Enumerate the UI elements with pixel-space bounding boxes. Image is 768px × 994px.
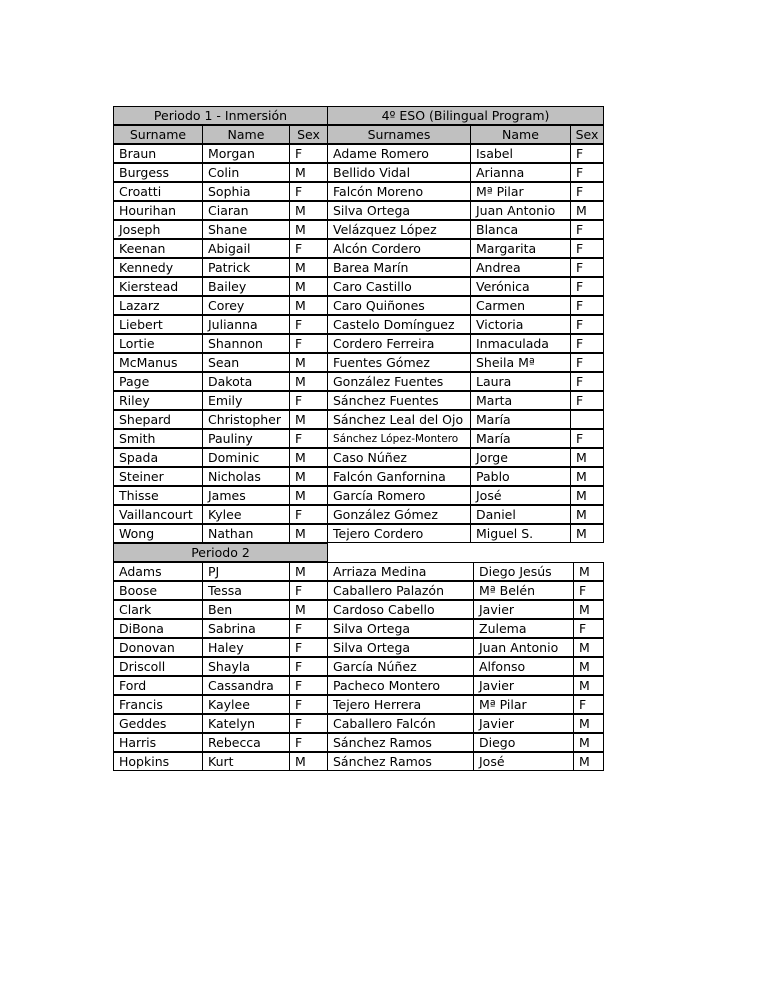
eso-cell: Isabel: [470, 144, 571, 163]
period1-cell: Nathan: [202, 524, 290, 543]
eso-cell: Adame Romero: [327, 144, 471, 163]
eso2-cell: Diego Jesús: [473, 562, 574, 581]
eso-cell: Alcón Cordero: [327, 239, 471, 258]
table-row: [113, 353, 604, 372]
period1-cell: Smith: [113, 429, 203, 448]
period1-cell: Patrick: [202, 258, 290, 277]
table-row: [113, 201, 604, 220]
period1-cell: Croatti: [113, 182, 203, 201]
eso2-cell: M: [573, 752, 604, 771]
period2-cell: F: [289, 581, 328, 600]
eso2-cell: García Núñez: [327, 657, 474, 676]
period1-cell: Ciaran: [202, 201, 290, 220]
eso2-cell: M: [573, 600, 604, 619]
eso2-cell: F: [573, 619, 604, 638]
period2-cell: F: [289, 733, 328, 752]
eso-col-header: Name: [470, 125, 571, 144]
table-row: [113, 467, 604, 486]
period1-cell: M: [289, 448, 328, 467]
period2-cell: F: [289, 695, 328, 714]
period1-cell: F: [289, 315, 328, 334]
eso-cell: Blanca: [470, 220, 571, 239]
eso-cell: María: [470, 429, 571, 448]
eso-cell: M: [570, 467, 604, 486]
period2-cell: Driscoll: [113, 657, 203, 676]
eso-cell: Arianna: [470, 163, 571, 182]
eso-cell: F: [570, 391, 604, 410]
period1-col-header: Name: [202, 125, 290, 144]
table-row: [113, 486, 604, 505]
period2-cell: Haley: [202, 638, 290, 657]
table-row: [113, 752, 604, 771]
eso-cell: F: [570, 296, 604, 315]
period1-cell: F: [289, 239, 328, 258]
period1-cell: Joseph: [113, 220, 203, 239]
period1-cell: Abigail: [202, 239, 290, 258]
table-row: [113, 600, 604, 619]
period1-cell: Sean: [202, 353, 290, 372]
eso-cell: M: [570, 201, 604, 220]
eso2-cell: Arriaza Medina: [327, 562, 474, 581]
period2-cell: Rebecca: [202, 733, 290, 752]
eso2-cell: Javier: [473, 714, 574, 733]
eso-cell: Barea Marín: [327, 258, 471, 277]
period1-cell: Thisse: [113, 486, 203, 505]
period1-cell: M: [289, 410, 328, 429]
table-row: [113, 657, 604, 676]
period1-cell: F: [289, 505, 328, 524]
table-row: [113, 182, 604, 201]
period1-col-header: Surname: [113, 125, 203, 144]
eso2-cell: M: [573, 638, 604, 657]
eso2-cell: Javier: [473, 600, 574, 619]
table-row: [113, 733, 604, 752]
period1-cell: Wong: [113, 524, 203, 543]
header-row: [113, 125, 604, 144]
eso-cell: Laura: [470, 372, 571, 391]
eso-cell: Sánchez Fuentes: [327, 391, 471, 410]
eso2-cell: Caballero Palazón: [327, 581, 474, 600]
period2-cell: Kurt: [202, 752, 290, 771]
eso2-cell: Caballero Falcón: [327, 714, 474, 733]
table-row: [113, 391, 604, 410]
period2-cell: Cassandra: [202, 676, 290, 695]
eso-cell: M: [570, 448, 604, 467]
table-row: [113, 562, 604, 581]
eso2-cell: Sánchez Ramos: [327, 752, 474, 771]
eso-cell: Andrea: [470, 258, 571, 277]
eso-cell: Caso Núñez: [327, 448, 471, 467]
period1-cell: Hourihan: [113, 201, 203, 220]
period2-cell: Shayla: [202, 657, 290, 676]
period2-cell: Katelyn: [202, 714, 290, 733]
eso-cell: Sánchez López-Montero: [327, 429, 471, 448]
eso2-cell: Diego: [473, 733, 574, 752]
period2-cell: F: [289, 619, 328, 638]
eso-cell: Fuentes Gómez: [327, 353, 471, 372]
period2-cell: F: [289, 676, 328, 695]
eso-cell: Caro Quiñones: [327, 296, 471, 315]
eso-cell: Castelo Domínguez: [327, 315, 471, 334]
eso-cell: María: [470, 410, 571, 429]
eso-cell: Falcón Moreno: [327, 182, 471, 201]
eso2-cell: M: [573, 676, 604, 695]
eso-cell: González Gómez: [327, 505, 471, 524]
period2-cell: DiBona: [113, 619, 203, 638]
period2-cell: PJ: [202, 562, 290, 581]
table-row: [113, 448, 604, 467]
table-row: [113, 239, 604, 258]
eso2-cell: M: [573, 733, 604, 752]
period1-cell: M: [289, 258, 328, 277]
table-row: [113, 277, 604, 296]
period1-cell: M: [289, 467, 328, 486]
table-row: [113, 410, 604, 429]
table-row: [113, 676, 604, 695]
period1-cell: M: [289, 220, 328, 239]
period2-cell: Donovan: [113, 638, 203, 657]
eso2-cell: M: [573, 657, 604, 676]
eso-cell: F: [570, 334, 604, 353]
period2-title: Periodo 2: [113, 543, 328, 562]
eso-cell: F: [570, 258, 604, 277]
eso-cell: Tejero Cordero: [327, 524, 471, 543]
eso-cell: Carmen: [470, 296, 571, 315]
table-row: [113, 619, 604, 638]
period2-cell: Adams: [113, 562, 203, 581]
table-row: [113, 334, 604, 353]
eso-cell: Margarita: [470, 239, 571, 258]
period2-cell: Boose: [113, 581, 203, 600]
eso2-cell: Tejero Herrera: [327, 695, 474, 714]
eso2-cell: F: [573, 695, 604, 714]
period1-cell: Burgess: [113, 163, 203, 182]
period1-cell: Vaillancourt: [113, 505, 203, 524]
eso-cell: F: [570, 144, 604, 163]
period1-cell: Liebert: [113, 315, 203, 334]
period1-cell: M: [289, 277, 328, 296]
eso-cell: F: [570, 220, 604, 239]
table-row: [113, 315, 604, 334]
period2-cell: Ben: [202, 600, 290, 619]
eso-col-header: Sex: [570, 125, 604, 144]
eso-cell: González Fuentes: [327, 372, 471, 391]
eso-cell: M: [570, 486, 604, 505]
period1-cell: M: [289, 486, 328, 505]
period2-cell: Clark: [113, 600, 203, 619]
table-row: [113, 638, 604, 657]
table-row: [113, 429, 604, 448]
table-row: [113, 695, 604, 714]
eso-cell: M: [570, 505, 604, 524]
eso-cell: F: [570, 353, 604, 372]
eso2-cell: Zulema: [473, 619, 574, 638]
period1-cell: Nicholas: [202, 467, 290, 486]
period2-cell: M: [289, 562, 328, 581]
eso-cell: Caro Castillo: [327, 277, 471, 296]
period2-cell: Hopkins: [113, 752, 203, 771]
eso-cell: Sánchez Leal del Ojo: [327, 410, 471, 429]
eso2-cell: Mª Pilar: [473, 695, 574, 714]
eso-cell: García Romero: [327, 486, 471, 505]
eso-cell: Velázquez López: [327, 220, 471, 239]
period1-cell: Shepard: [113, 410, 203, 429]
period1-title: Periodo 1 - Inmersión: [113, 106, 328, 125]
period2-cell: Kaylee: [202, 695, 290, 714]
eso-cell: F: [570, 277, 604, 296]
eso-cell: Jorge: [470, 448, 571, 467]
period1-cell: Dakota: [202, 372, 290, 391]
eso2-cell: Sánchez Ramos: [327, 733, 474, 752]
period1-cell: Emily: [202, 391, 290, 410]
eso2-cell: Pacheco Montero: [327, 676, 474, 695]
period1-cell: M: [289, 372, 328, 391]
period2-title-row: [113, 543, 604, 562]
eso-cell: Juan Antonio: [470, 201, 571, 220]
period1-cell: Braun: [113, 144, 203, 163]
period2-cell: Geddes: [113, 714, 203, 733]
period1-cell: Steiner: [113, 467, 203, 486]
period1-cell: F: [289, 391, 328, 410]
eso-cell: F: [570, 315, 604, 334]
eso-cell: Daniel: [470, 505, 571, 524]
eso-cell: Pablo: [470, 467, 571, 486]
period1-cell: Lortie: [113, 334, 203, 353]
period1-cell: F: [289, 144, 328, 163]
period1-cell: M: [289, 353, 328, 372]
eso2-cell: M: [573, 714, 604, 733]
eso-cell: Silva Ortega: [327, 201, 471, 220]
table-row: [113, 163, 604, 182]
eso2-cell: Javier: [473, 676, 574, 695]
period1-cell: M: [289, 163, 328, 182]
period1-cell: Kylee: [202, 505, 290, 524]
eso-cell: F: [570, 163, 604, 182]
eso-cell: Mª Pilar: [470, 182, 571, 201]
table-row: [113, 524, 604, 543]
period1-cell: Julianna: [202, 315, 290, 334]
table-row: [113, 220, 604, 239]
table-row: [113, 581, 604, 600]
eso-cell: [570, 410, 604, 429]
period1-cell: Bailey: [202, 277, 290, 296]
eso-cell: F: [570, 239, 604, 258]
period1-cell: Corey: [202, 296, 290, 315]
period1-cell: Riley: [113, 391, 203, 410]
period1-cell: Keenan: [113, 239, 203, 258]
period2-cell: Ford: [113, 676, 203, 695]
table-row: [113, 714, 604, 733]
period2-cell: M: [289, 752, 328, 771]
eso-cell: Bellido Vidal: [327, 163, 471, 182]
period1-cell: Sophia: [202, 182, 290, 201]
period1-cell: M: [289, 201, 328, 220]
eso2-cell: Alfonso: [473, 657, 574, 676]
eso2-cell: Silva Ortega: [327, 619, 474, 638]
eso-title: 4º ESO (Bilingual Program): [327, 106, 604, 125]
period1-cell: F: [289, 429, 328, 448]
period1-cell: Kennedy: [113, 258, 203, 277]
eso-cell: Victoria: [470, 315, 571, 334]
period1-cell: McManus: [113, 353, 203, 372]
table-row: [113, 372, 604, 391]
period2-cell: M: [289, 600, 328, 619]
period2-cell: Tessa: [202, 581, 290, 600]
eso-cell: Falcón Ganfornina: [327, 467, 471, 486]
period1-cell: F: [289, 334, 328, 353]
eso-col-header: Surnames: [327, 125, 471, 144]
eso-cell: José: [470, 486, 571, 505]
period1-cell: Kierstead: [113, 277, 203, 296]
period1-cell: Shannon: [202, 334, 290, 353]
table-row: [113, 505, 604, 524]
period1-cell: Spada: [113, 448, 203, 467]
period2-cell: Sabrina: [202, 619, 290, 638]
eso2-cell: Silva Ortega: [327, 638, 474, 657]
table-row: [113, 144, 604, 163]
eso-cell: Marta: [470, 391, 571, 410]
table-row: [113, 258, 604, 277]
eso-cell: F: [570, 182, 604, 201]
eso-cell: Verónica: [470, 277, 571, 296]
eso2-cell: F: [573, 581, 604, 600]
period1-cell: Christopher: [202, 410, 290, 429]
period1-cell: James: [202, 486, 290, 505]
period1-cell: M: [289, 524, 328, 543]
period2-cell: F: [289, 638, 328, 657]
eso-cell: F: [570, 372, 604, 391]
period1-cell: Morgan: [202, 144, 290, 163]
table-row: [113, 296, 604, 315]
period2-cell: F: [289, 714, 328, 733]
period1-col-header: Sex: [289, 125, 328, 144]
period1-cell: Colin: [202, 163, 290, 182]
period1-cell: Dominic: [202, 448, 290, 467]
eso-cell: M: [570, 524, 604, 543]
eso2-cell: José: [473, 752, 574, 771]
period1-cell: Page: [113, 372, 203, 391]
eso-cell: Inmaculada: [470, 334, 571, 353]
period2-cell: Harris: [113, 733, 203, 752]
eso2-cell: M: [573, 562, 604, 581]
eso-cell: F: [570, 429, 604, 448]
period1-cell: Shane: [202, 220, 290, 239]
period1-cell: Lazarz: [113, 296, 203, 315]
eso2-cell: Cardoso Cabello: [327, 600, 474, 619]
period2-cell: F: [289, 657, 328, 676]
period1-cell: Pauliny: [202, 429, 290, 448]
eso-cell: Miguel S.: [470, 524, 571, 543]
title-row: [113, 106, 604, 125]
eso2-cell: Juan Antonio: [473, 638, 574, 657]
period1-cell: M: [289, 296, 328, 315]
period2-cell: Francis: [113, 695, 203, 714]
eso-cell: Sheila Mª: [470, 353, 571, 372]
eso-cell: Cordero Ferreira: [327, 334, 471, 353]
period1-cell: F: [289, 182, 328, 201]
eso2-cell: Mª Belén: [473, 581, 574, 600]
